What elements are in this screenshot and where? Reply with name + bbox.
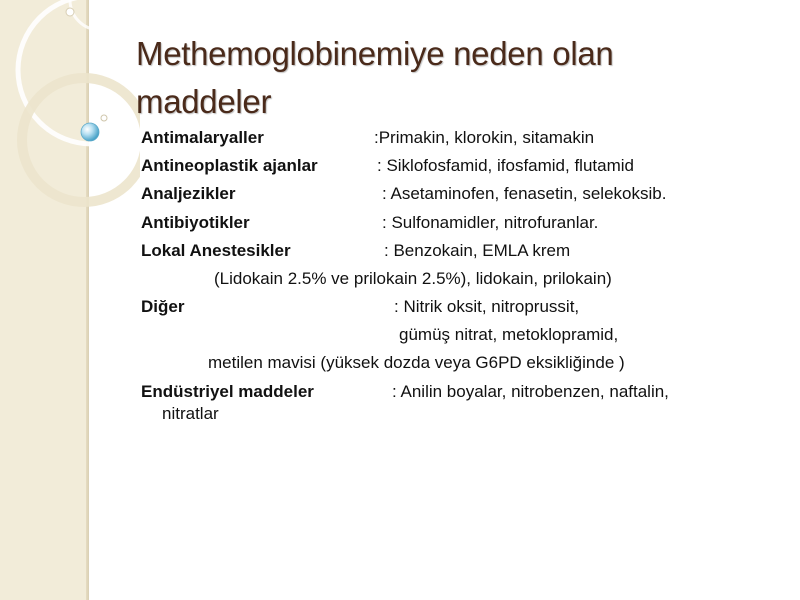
list-description: : Benzokain, EMLA krem [384, 241, 571, 260]
list-continuation: metilen mavisi (yüksek dozda veya G6PD eksikliğinde ) [208, 353, 625, 372]
tiny-dot-decoration [101, 115, 107, 121]
title-line-1: Methemoglobinemiye neden olan [136, 35, 614, 72]
list-description: : Sulfonamidler, nitrofuranlar. [382, 213, 599, 232]
list-continuation: gümüş nitrat, metoklopramid, [399, 325, 619, 344]
list-continuation: nitratlar [162, 404, 219, 423]
list-term: Antimalaryaller [141, 128, 264, 147]
list-term: Lokal Anestesikler [141, 241, 291, 260]
list-description: :Primakin, klorokin, sitamakin [374, 128, 595, 147]
list-term: Endüstriyel maddeler [141, 382, 314, 401]
small-dot-decoration [66, 8, 74, 16]
list-continuation: (Lidokain 2.5% ve prilokain 2.5%), lidokain, prilokain) [214, 269, 612, 288]
list-term: Antibiyotikler [141, 213, 250, 232]
title-line-2: maddeler [136, 83, 272, 120]
slide-title [136, 30, 776, 126]
list-term: Analjezikler [141, 184, 236, 203]
list-description: : Anilin boyalar, nitrobenzen, naftalin, [392, 382, 669, 401]
list-term: Diğer [141, 297, 185, 316]
list-description: : Siklofosfamid, ifosfamid, flutamid [377, 156, 634, 175]
list-description: : Asetaminofen, fenasetin, selekoksib. [382, 184, 667, 203]
list-description: : Nitrik oksit, nitroprussit, [394, 297, 580, 316]
list-term: Antineoplastik ajanlar [141, 156, 318, 175]
decorative-circles [0, 0, 140, 260]
blue-bubble-icon [81, 123, 99, 141]
